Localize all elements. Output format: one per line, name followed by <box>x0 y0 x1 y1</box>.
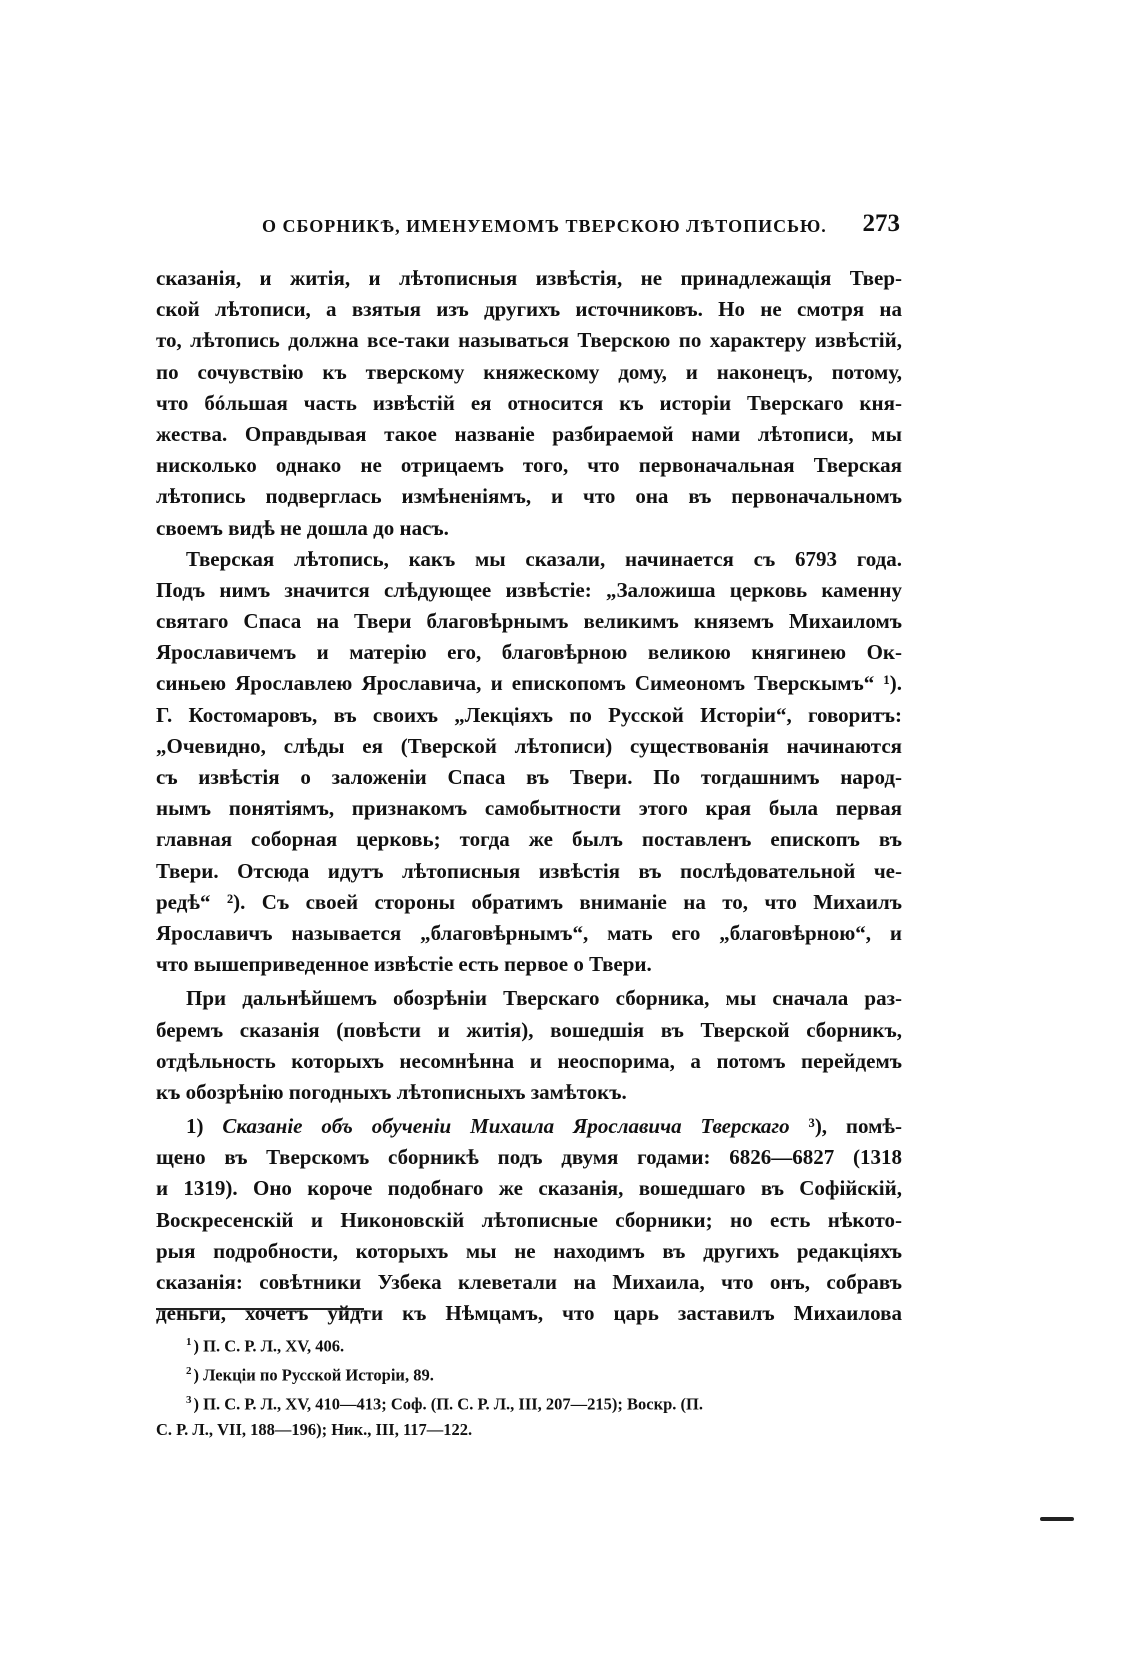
text-line: своемъ видѣ не дошла до насъ. <box>156 515 449 540</box>
text-line: лѣтопись подверглась измѣненіямъ, и что она въ первоначальномъ <box>156 484 902 509</box>
text-line: отдѣльность которыхъ несомнѣнна и неоспорима, а потомъ перейдемъ <box>156 1048 902 1073</box>
footnote-marker: 1 <box>186 1336 192 1348</box>
text-line: святаго Спаса на Твери благовѣрнымъ великимъ княземъ Михаиломъ <box>156 609 902 634</box>
running-title: О СБОРНИКѢ, ИМЕНУЕМОМЪ ТВЕРСКОЮ ЛѢТОПИСЬЮ. <box>262 216 827 236</box>
footnote-marker: 2 <box>186 1365 192 1377</box>
footnote <box>156 1330 902 1359</box>
text-line: сказанія: совѣтники Узбека клеветали на Михаила, что онъ, собравъ <box>156 1270 902 1294</box>
text-line: нымъ понятіямъ, признакомъ самобытности этого края была первая <box>156 796 902 821</box>
line-tail: ³), помѣ- <box>789 1114 902 1139</box>
text-line: щено въ Тверскомъ сборникѣ подъ двумя годами: 6826—6827 (1318 <box>156 1145 902 1170</box>
text-line <box>156 1111 902 1142</box>
body-text <box>156 263 902 1329</box>
text-line: главная соборная церковь; тогда же былъ поставленъ епископъ въ <box>156 827 902 852</box>
text-line: что вышеприведенное извѣстіе есть первое о Твери. <box>156 952 652 977</box>
text-line: Ярославичъ называется „благовѣрнымъ“, мать его „благовѣрною“, и <box>156 920 902 945</box>
footnote <box>156 1388 902 1417</box>
italic-title: Сказаніе объ обученіи Михаила Ярославича Тверскаго <box>222 1114 790 1139</box>
text-line: беремъ сказанія (повѣсти и житія), вошедшія въ Тверской сборникъ, <box>156 1017 902 1042</box>
text-line: синьею Ярославлею Ярославича, и епископомъ Симеономъ Тверскымъ“ ¹). <box>156 671 902 696</box>
text-line: нисколько однако не отрицаемъ того, что первоначальная Тверская <box>156 453 902 478</box>
footnote-text: ) П. С. Р. Л., XV, 406. <box>193 1336 345 1356</box>
text-line: и 1319). Оно короче подобнаго же сказанія, вошедшаго въ Софійскій, <box>156 1176 902 1201</box>
text-line: Ярославичемъ и матерію его, благовѣрною великою княгинею Ок- <box>156 640 902 665</box>
page-edge-mark <box>1040 1517 1074 1521</box>
page-number: 273 <box>862 210 900 237</box>
text-line: то, лѣтопись должна все-таки называться Тверскою по характеру извѣстій, <box>156 328 902 353</box>
footnote-marker: 3 <box>186 1394 192 1406</box>
text-line: съ извѣстія о заложеніи Спаса въ Твери. По тогдашнимъ народ- <box>156 765 902 789</box>
item-number: 1) <box>186 1114 223 1139</box>
footnote-continuation <box>156 1417 902 1443</box>
footnote-text: ) Лекціи по Русской Исторіи, 89. <box>193 1365 434 1385</box>
text-line: рыя подробности, которыхъ мы не находимъ въ другихъ редакціяхъ <box>156 1238 902 1263</box>
text-line: Твери. Отсюда идутъ лѣтописныя извѣстія въ послѣдовательной че- <box>156 858 902 883</box>
text-line: по сочувствію къ тверскому княжескому дому, и наконецъ, потому, <box>156 359 902 384</box>
text-line: Воскресенскій и Никоновскій лѣтописные сборники; но есть нѣкото- <box>156 1207 902 1232</box>
text-line: ской лѣтописи, а взятыя изъ другихъ источниковъ. Но не смотря на <box>156 297 902 322</box>
text-line: жества. Оправдывая такое названіе разбираемой нами лѣтописи, мы <box>156 421 902 446</box>
running-head <box>150 208 910 244</box>
text-line: сказанія, и житія, и лѣтописныя извѣстія, не принадлежащія Твер- <box>156 266 902 290</box>
text-line: деньги, хочетъ уйдти къ Нѣмцамъ, что царь заставилъ Михаилова <box>156 1301 902 1326</box>
text-line: Подъ нимъ значится слѣдующее извѣстіе: „Заложиша церковь каменну <box>156 577 902 602</box>
text-line: къ обозрѣнію погодныхъ лѣтописныхъ замѣтокъ. <box>156 1079 627 1104</box>
footnote-text: ) П. С. Р. Л., XV, 410—413; Соф. (П. С. Р. Л., III, 207—215); Воскр. (П. <box>193 1394 703 1414</box>
text-line: „Очевидно, слѣды ея (Тверской лѣтописи) существованія начинаются <box>156 733 902 758</box>
footnote <box>156 1359 902 1388</box>
footnote-divider <box>156 1308 364 1310</box>
footnote-text: С. Р. Л., VII, 188—196); Ник., III, 117—122. <box>156 1420 473 1439</box>
text-line: Г. Костомаровъ, въ своихъ „Лекціяхъ по Русской Исторіи“, говоритъ: <box>156 702 902 727</box>
text-line: Тверская лѣтопись, какъ мы сказали, начинается съ 6793 года. <box>186 546 902 571</box>
text-line: что бóльшая часть извѣстій ея относится къ исторіи Тверскаго кня- <box>156 390 902 415</box>
footnotes <box>156 1330 902 1443</box>
text-line: редѣ“ ²). Съ своей стороны обратимъ вниманіе на то, что Михаилъ <box>156 889 902 914</box>
text-line: При дальнѣйшемъ обозрѣніи Тверскаго сборника, мы сначала раз- <box>186 986 902 1011</box>
